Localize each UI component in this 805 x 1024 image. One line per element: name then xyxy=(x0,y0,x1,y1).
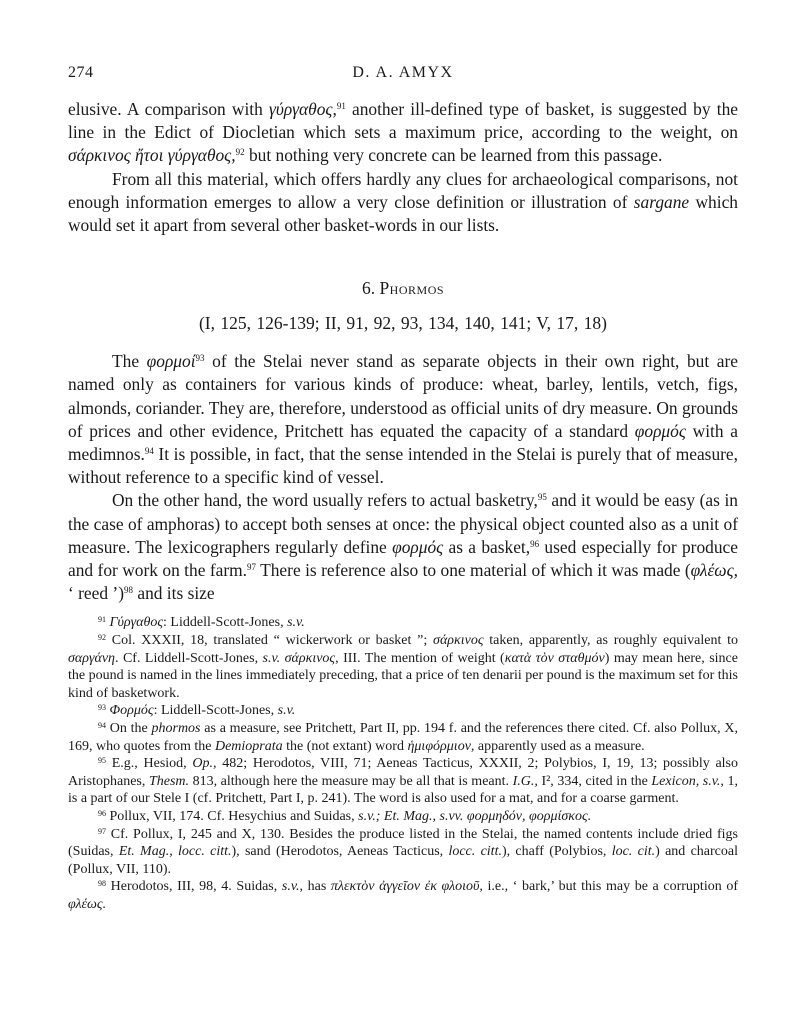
paragraph-4: On the other hand, the word usually refers to actual basketry,$^{95}$ and it would be easy (as in the case of amphoras) to accept both senses at once: the physical object counted also as a unit of measure. The lexicographers regularly define φορμός as a basket,$^{96}$ used especially for produce and for work on the farm.$^{97}$ There is reference also to one material of which it was made (φλέως, ‘ reed ’)$^{98}$ and its size xyxy=(68,490,738,604)
paragraph-1: elusive. A comparison with γύργαθος,$^{91}$ another ill-defined type of basket, is suggested by the line in the Edict of Diocletian which sets a maximum price, according to the weight, on σάρκινος ἤτοι γύργαθος,$^{92}$ but nothing very concrete can be learned from this passage. xyxy=(68,99,738,166)
footnote-93: $^{93}$ Φορμός: Liddell-Scott-Jones, s.v. xyxy=(98,703,296,719)
paragraph-3: The φορμοί$^{93}$ of the Stelai never stand as separate objects in their own right, but are named only as containers for various kinds of produce: wheat, barley, lentils, vetch, figs, almonds, coriander. They are, therefore, understood as official units of dry measure. On grounds of prices and other evidence, Pritchett has equated the capacity of a standard φορμός with a medimnos.$^{94}$ It is possible, in fact, that the sense intended in the Stelai is purely that of measure, without reference to a specific kind of vessel. xyxy=(68,351,738,488)
footnote-ref: 92 xyxy=(235,147,245,158)
page xyxy=(68,64,738,914)
section-heading: 6. Phormos xyxy=(361,278,445,299)
footnote-97: $^{97}$ Cf. Pollux, I, 245 and X, 130. Besides the produce listed in the Stelai, the named contents include dried figs (Suidas, Et. Mag., locc. citt.), sand (Herodotos, Aeneas Tacticus, locc. citt.), chaff (Polybios, loc. cit.) and charcoal (Pollux, VII, 110). xyxy=(68,826,738,877)
page-number: 274 xyxy=(68,64,94,81)
footnote-ref: 94 xyxy=(144,446,154,457)
section-references: (I, 125, 126-139; II, 91, 92, 93, 134, 140, 141; V, 17, 18) xyxy=(198,313,607,334)
footnote-94: $^{94}$ On the phormos as a measure, see Pritchett, Part II, pp. 194 f. and the references there cited. Cf. also Pollux, X, 169, who quotes from the Demioprata the (not extant) word ἡμιφόρμιον, apparently used as a measure. xyxy=(68,721,739,754)
footnotes xyxy=(68,614,738,913)
paragraph-2: From all this material, which offers hardly any clues for archaeological comparisons, not enough information emerges to allow a very close definition or illustration of sargane which would set it apart from several other basket-words in our lists. xyxy=(68,168,738,236)
footnote-ref: 91 xyxy=(336,101,346,111)
footnote-98: $^{98}$ Herodotos, III, 98, 4. Suidas, s.v., has πλεκτὸν ἀγγεῖον ἐκ φλοιοῦ, i.e., ‘ bark,’ but this may be a corruption of φλέως. xyxy=(68,879,738,912)
footnote-95: $^{95}$ E.g., Hesiod, Op., 482; Herodotos, VIII, 71; Aeneas Tacticus, XXXII, 2; Polybios, I, 19, 13; possibly also Aristophanes, Thesm. 813, although here the measure may be all that is meant. I.G., I², 334, cited in the Lexicon, s.v., 1, is a part of our Stele I (cf. Pritchett, Part I, p. 241). The word is also used for a mat, and for a coarse garment. xyxy=(68,756,739,807)
footnote-ref: 93 xyxy=(195,353,205,364)
running-head: D. A. AMYX xyxy=(352,64,454,81)
footnote-96: $^{96}$ Pollux, VII, 174. Cf. Hesychius and Suidas, s.v.; Et. Mag., s.vv. φορμηδόν, φορμίσκος. xyxy=(98,808,592,824)
main-text xyxy=(68,98,738,605)
footnote-ref: 96 xyxy=(530,538,540,549)
page-header xyxy=(68,64,738,88)
footnote-92: $^{92}$ Col. XXXII, 18, translated “ wickerwork or basket ”; σάρκινος taken, apparently, as roughly equivalent to σαργάνη. Cf. Liddell-Scott-Jones, s.v. σάρκινος, III. The mention of weight (κατὰ τὸν σταθμόν) may mean here, since the pound is named in the lines immediately preceding, that a price of ten denarii per pound is the maximum set for this kind of basketwork. xyxy=(68,633,739,701)
footnote-ref: 95 xyxy=(537,492,547,503)
footnote-91: $^{91}$ Γύργαθος: Liddell-Scott-Jones, s.v. xyxy=(98,615,305,631)
footnote-ref: 97 xyxy=(247,562,257,573)
footnote-ref: 98 xyxy=(124,585,133,596)
